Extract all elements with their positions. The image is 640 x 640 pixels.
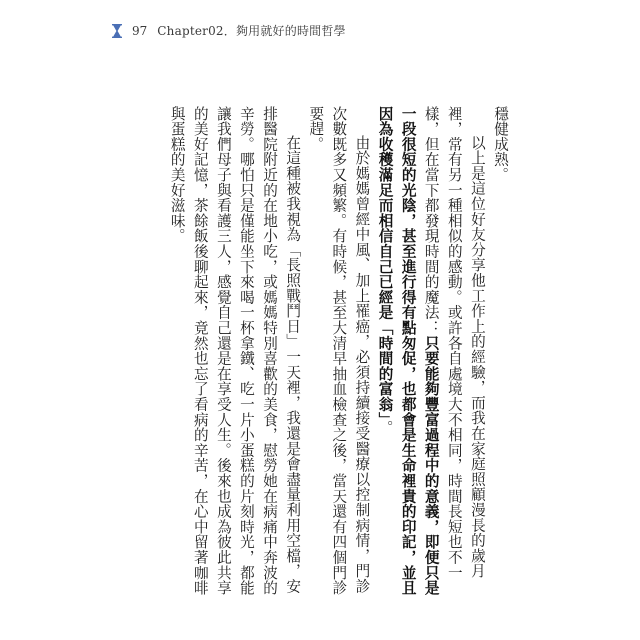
emphasis-text: 只要能夠豐富過程中的意義，即便只是一段很短的光陰，甚至進行得有點匆促，也都會是生命裡貴的印記，並且因為收穫滿足而相信自己已經是「時間的富翁」 bbox=[376, 106, 440, 596]
paragraph-2: 由於媽媽曾經中風、加上罹癌，必須持續接受醫療以控制病情，門診次數既多又頻繁。有時候，甚至大清早抽血檢查之後，當天還有四個門診要趕。 bbox=[307, 106, 371, 596]
chapter-title: Chapter02．夠用就好的時間哲學 bbox=[157, 24, 346, 38]
paragraph-1-end: 。 bbox=[376, 420, 394, 436]
paragraph-continuation: 穩健成熟。 bbox=[492, 106, 509, 183]
paragraph-1-text: 以上是這位好友分享他工作上的經驗，而我在家庭照顧漫長的歲月裡，常有另一種相似的感動。或許各自處境大不相同，時間長短也不一樣，但在當下都發現時間的魔法： bbox=[422, 106, 486, 581]
paragraph-1 bbox=[373, 106, 488, 606]
paragraph-3: 在這種被我視為「長照戰鬥日」一天裡，我還是會盡量利用空檔，安排醫院附近的在地小吃，或媽媽特別喜歡的美食，慰勞她在病痛中奔波的辛勞。哪怕只是僅能坐下來喝一杯拿鐵、吃一片小蛋糕的片刻時光，都能讓我們母子與看護三人，感覺自己還是在享受人生。後來也成為彼此共享的美好記憶，茶餘飯後聊起來，竟然也忘了看病的辛苦，在心中留著咖啡與蛋糕的美好滋味。 bbox=[168, 106, 302, 596]
hourglass-icon bbox=[112, 24, 122, 38]
body-text bbox=[142, 106, 512, 606]
running-header bbox=[112, 22, 346, 39]
page-number: 97 bbox=[132, 23, 148, 38]
